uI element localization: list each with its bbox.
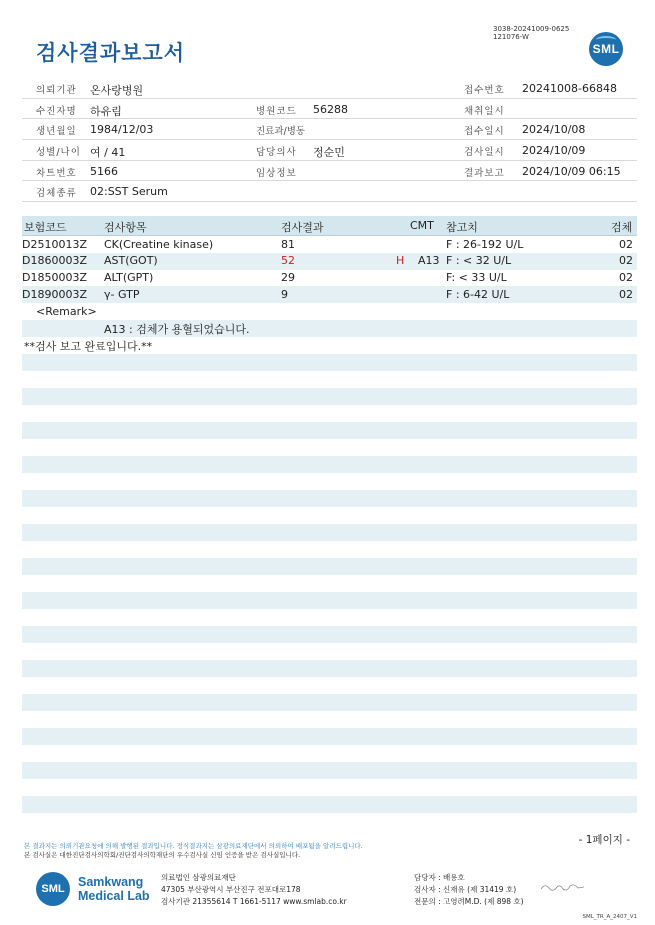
cell-flag: H <box>396 254 405 268</box>
empty-row <box>22 728 637 745</box>
test-date-value: 2024/10/09 <box>522 144 586 158</box>
cell-specimen: 02 <box>619 254 633 268</box>
footer-tester: 검사자 : 신재유 (제 31419 호) <box>414 885 517 894</box>
empty-row <box>22 762 637 779</box>
empty-rows <box>22 354 637 830</box>
receipt-date-value: 2024/10/08 <box>522 123 586 137</box>
footer-contact-line: 검사기관 21355614 T 1661-5117 www.smlab.co.kr <box>161 897 347 906</box>
footer-specialist: 전문의 : 고영려M.D. (제 898 호) <box>414 897 524 906</box>
cell-result: 81 <box>281 237 295 251</box>
table-row <box>22 236 637 253</box>
cell-reference: F : 26-192 U/L <box>446 237 524 251</box>
footer-manager: 담당자 : 배용호 <box>414 873 465 882</box>
signature-image <box>540 880 585 894</box>
footer-logo-icon: SML <box>36 872 70 906</box>
patient-info-table <box>22 78 637 202</box>
cell-code: D1860003Z <box>22 254 87 268</box>
empty-row <box>22 456 637 473</box>
cell-result: 52 <box>281 254 295 268</box>
specimen-type-label: 검체종류 <box>36 188 77 200</box>
col-code: 보험코드 <box>24 221 67 234</box>
remark-text-row <box>22 320 637 337</box>
cell-result: 29 <box>281 271 295 285</box>
empty-row <box>22 626 637 643</box>
doctor-label: 담당의사 <box>256 147 297 159</box>
patient-name-label: 수진자명 <box>36 105 77 117</box>
receipt-no-value: 20241008-66848 <box>522 82 617 95</box>
footer-address <box>161 872 347 908</box>
report-date-value: 2024/10/09 06:15 <box>522 164 621 178</box>
issuance-notice: 본 결과지는 의뢰기관요청에 의해 발행된 결과입니다. 정식결과지는 삼광의료재단에서 의뢰하여 배포됨을 알려드립니다. <box>24 842 363 850</box>
info-row <box>22 161 637 182</box>
footer-address-line: 47305 부산광역시 부산진구 전포대로178 <box>161 885 301 894</box>
report-code <box>493 25 569 41</box>
empty-row <box>22 388 637 405</box>
specimen-type-value: 02:SST Serum <box>90 185 168 199</box>
cell-reference: F : 6-42 U/L <box>446 287 510 301</box>
empty-row <box>22 354 637 371</box>
institution-value: 온사랑병원 <box>90 84 144 97</box>
cell-reference: F: < 33 U/L <box>446 271 507 285</box>
chart-no-value: 5166 <box>90 164 118 178</box>
cell-code: D2510013Z <box>22 237 87 251</box>
cell-item: ALT(GPT) <box>104 271 154 285</box>
certification-notice: 본 검사실은 대한진단검사의학회/진단검사의학재단의 우수검사실 신임 인증을 받은 검사실입니다. <box>24 851 301 859</box>
receipt-date-label: 접수일시 <box>464 126 505 138</box>
institution-label: 의뢰기관 <box>36 85 77 96</box>
info-row <box>22 78 637 99</box>
completion-text: **검사 보고 완료입니다.** <box>24 340 153 354</box>
empty-row <box>22 490 637 507</box>
cell-specimen: 02 <box>619 237 633 251</box>
sex-age-label: 성별/나이 <box>36 147 81 159</box>
patient-name-value: 하유림 <box>90 104 122 118</box>
receipt-no-label: 접수번호 <box>464 85 505 96</box>
cell-cmt: A13 <box>418 254 440 268</box>
table-row <box>22 253 637 270</box>
hospital-code-label: 병원코드 <box>256 105 297 117</box>
empty-row <box>22 660 637 677</box>
empty-row <box>22 524 637 541</box>
footer-logo-name <box>78 875 150 903</box>
cell-item: AST(GOT) <box>104 254 158 268</box>
empty-row <box>22 558 637 575</box>
sex-age-value: 여 / 41 <box>90 146 126 160</box>
birth-date-value: 1984/12/03 <box>90 123 154 137</box>
cell-item: γ- GTP <box>104 287 140 301</box>
results-header <box>22 216 637 236</box>
remark-title: <Remark> <box>36 304 97 318</box>
footer-staff <box>414 872 524 908</box>
remark-text: A13 : 검체가 용혈되었습니다. <box>104 323 250 337</box>
sml-logo: SML <box>589 32 623 66</box>
test-date-label: 검사일시 <box>464 147 505 159</box>
empty-row <box>22 796 637 813</box>
info-row <box>22 99 637 120</box>
cell-code: D1890003Z <box>22 287 87 301</box>
footer-logo-line2: Medical Lab <box>78 889 150 903</box>
report-date-label: 결과보고 <box>464 167 505 179</box>
collect-date-label: 채취일시 <box>464 105 505 117</box>
completion-row <box>22 337 637 354</box>
page-title: 검사결과보고서 <box>36 41 186 65</box>
page-number: - 1페이지 - <box>578 834 630 846</box>
col-item: 검사항목 <box>104 221 147 234</box>
report-code-line2: 121076-W <box>493 33 529 41</box>
col-reference: 참고치 <box>446 221 478 234</box>
doctor-value: 정순민 <box>313 146 345 160</box>
table-row <box>22 286 637 303</box>
footer-logo-line1: Samkwang <box>78 875 144 889</box>
report-code-line1: 3038-20241009-0625 <box>493 25 570 33</box>
empty-row <box>22 592 637 609</box>
hospital-code-value: 56288 <box>313 102 348 116</box>
footer-org-name: 의료법인 삼광의료재단 <box>161 873 236 882</box>
cell-specimen: 02 <box>619 271 633 285</box>
col-cmt: CMT <box>410 219 434 232</box>
cell-item: CK(Creatine kinase) <box>104 237 214 251</box>
info-row <box>22 119 637 140</box>
cell-result: 9 <box>281 287 288 301</box>
col-specimen: 검체 <box>611 221 633 234</box>
empty-row <box>22 422 637 439</box>
empty-row <box>22 694 637 711</box>
clinical-info-label: 임상정보 <box>256 167 297 179</box>
cell-reference: F : < 32 U/L <box>446 254 512 268</box>
birth-date-label: 생년월일 <box>36 126 77 138</box>
form-code: SML_TR_A_2407_V1 <box>582 914 637 920</box>
cell-code: D1850003Z <box>22 271 87 285</box>
table-row <box>22 270 637 287</box>
remark-title-row <box>22 303 637 320</box>
info-row <box>22 181 637 202</box>
col-result: 검사결과 <box>281 221 324 234</box>
info-row <box>22 140 637 161</box>
results-table <box>22 216 637 354</box>
chart-no-label: 차트번호 <box>36 167 77 179</box>
department-label: 진료과/병동 <box>256 126 306 138</box>
cell-specimen: 02 <box>619 287 633 301</box>
